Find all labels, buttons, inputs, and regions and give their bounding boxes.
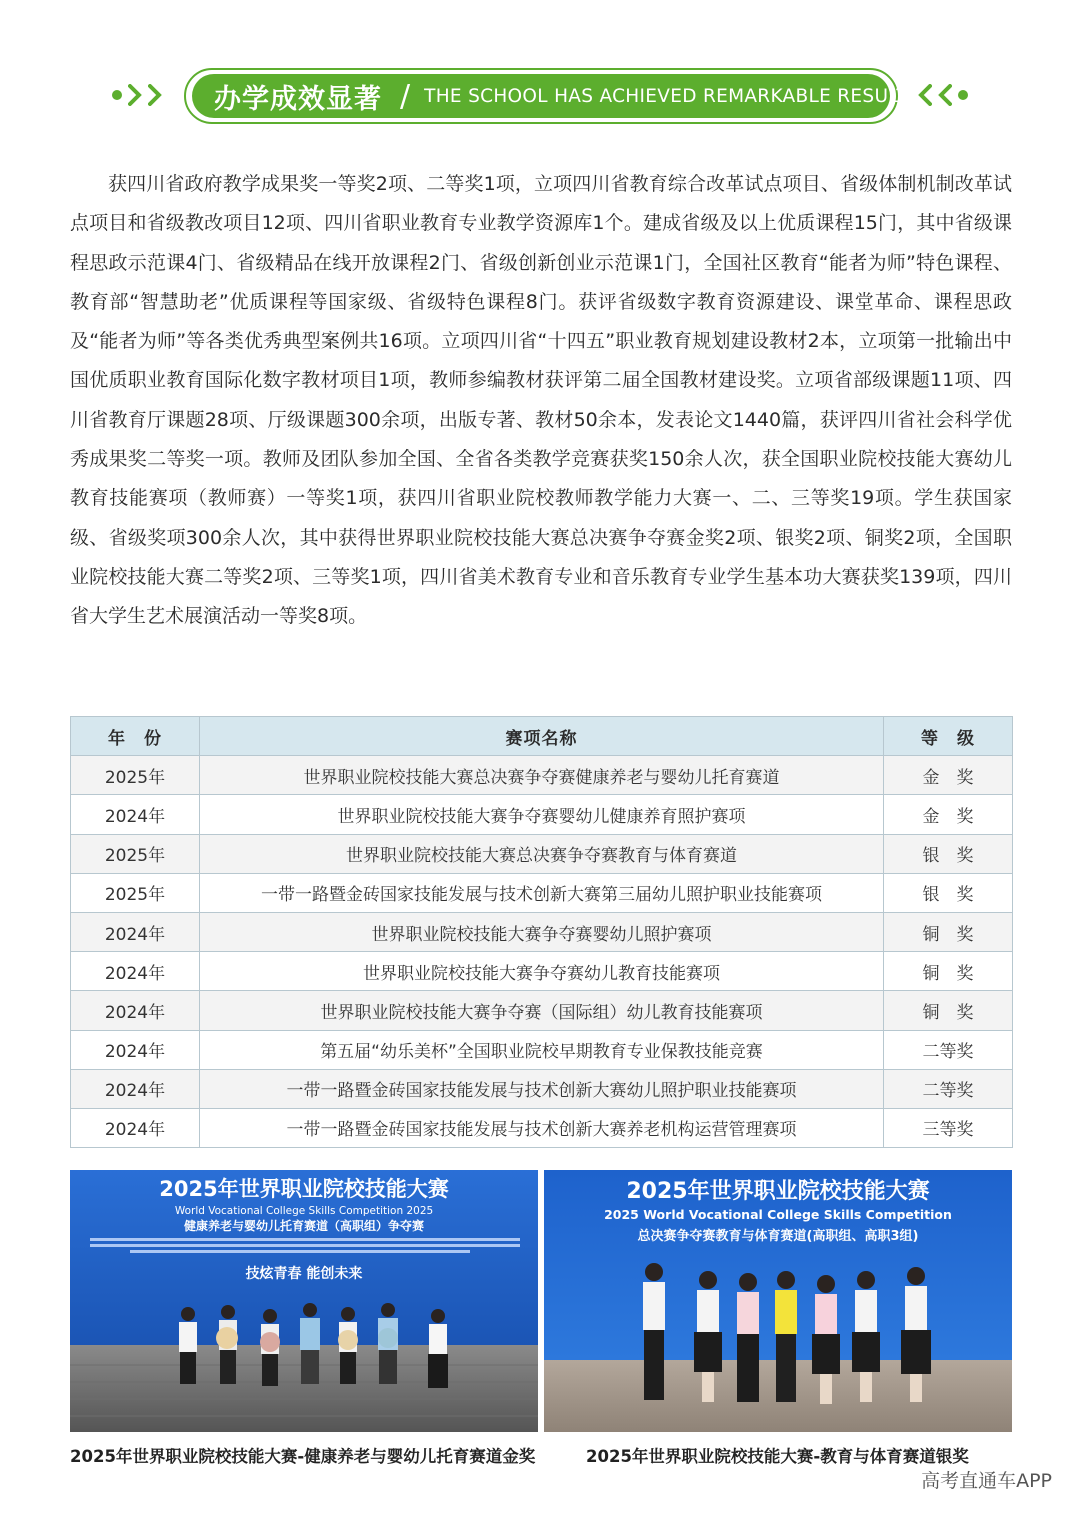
section-subtitle: THE SCHOOL HAS ACHIEVED REMARKABLE RESULTS [424, 85, 921, 107]
table-row [71, 912, 1013, 951]
title-banner [184, 68, 921, 124]
chevron-right-icon [148, 84, 162, 106]
cell-year: 2024年 [71, 912, 200, 951]
table-row [71, 756, 1013, 795]
cell-year: 2024年 [71, 1030, 200, 1069]
awards-table [70, 716, 1013, 1148]
cell-level: 金 奖 [884, 795, 1013, 834]
cell-year: 2025年 [71, 873, 200, 912]
photo-silver-award [544, 1170, 1012, 1432]
watermark: 高考直通车APP [921, 1470, 1052, 1492]
chevron-left-icon [938, 84, 952, 106]
table-row [71, 1030, 1013, 1069]
cell-year: 2024年 [71, 952, 200, 991]
photo-banner-title: 2025年世界职业院校技能大赛 [626, 1179, 930, 1204]
photo-banner-subtitle: 总决赛争夺赛教育与体育赛道(高职组、高职3组) [637, 1229, 919, 1244]
cell-year: 2024年 [71, 991, 200, 1030]
divider-slash: / [400, 78, 411, 114]
header-name: 赛项名称 [200, 717, 884, 756]
photo-banner-subtitle: 健康养老与婴幼儿托育赛道（高职组）争夺赛 [183, 1219, 425, 1233]
photo-caption-silver: 2025年世界职业院校技能大赛-教育与体育赛道银奖 [586, 1447, 969, 1466]
cell-name: 一带一路暨金砖国家技能发展与技术创新大赛第三届幼儿照护职业技能赛项 [200, 873, 884, 912]
cell-level: 二等奖 [884, 1030, 1013, 1069]
cell-level: 铜 奖 [884, 991, 1013, 1030]
cell-year: 2025年 [71, 834, 200, 873]
table-row [71, 1069, 1013, 1108]
cell-year: 2024年 [71, 1069, 200, 1108]
cell-name: 世界职业院校技能大赛总决赛争夺赛教育与体育赛道 [200, 834, 884, 873]
cell-level: 铜 奖 [884, 952, 1013, 991]
cell-name: 一带一路暨金砖国家技能发展与技术创新大赛幼儿照护职业技能赛项 [200, 1069, 884, 1108]
cell-name: 第五届“幼乐美杯”全国职业院校早期教育专业保教技能竞赛 [200, 1030, 884, 1069]
chevron-right-icon [128, 84, 142, 106]
photo-banner-title: 2025年世界职业院校技能大赛 [159, 1177, 449, 1201]
cell-year: 2024年 [71, 795, 200, 834]
photo-caption-gold: 2025年世界职业院校技能大赛-健康养老与婴幼儿托育赛道金奖 [70, 1447, 536, 1466]
cell-level: 二等奖 [884, 1069, 1013, 1108]
photo-banner-slogan: 技炫青春 能创未来 [245, 1266, 363, 1282]
header-level: 等 级 [884, 717, 1013, 756]
table-row [71, 991, 1013, 1030]
table-row [71, 834, 1013, 873]
table-row [71, 952, 1013, 991]
cell-name: 世界职业院校技能大赛总决赛争夺赛健康养老与婴幼儿托育赛道 [200, 756, 884, 795]
right-chevron-decoration [918, 84, 968, 106]
section-title: 办学成效显著 [214, 83, 382, 115]
dot-icon [112, 90, 122, 100]
section-header [112, 62, 968, 128]
chevron-left-icon [918, 84, 932, 106]
cell-name: 一带一路暨金砖国家技能发展与技术创新大赛养老机构运营管理赛项 [200, 1108, 884, 1147]
cell-level: 三等奖 [884, 1108, 1013, 1147]
photo-gold-award [70, 1170, 538, 1432]
cell-year: 2025年 [71, 756, 200, 795]
photo-banner-english: 2025 World Vocational College Skills Competition [604, 1207, 952, 1222]
table-row [71, 795, 1013, 834]
table-row [71, 873, 1013, 912]
cell-name: 世界职业院校技能大赛争夺赛婴幼儿健康养育照护赛项 [200, 795, 884, 834]
achievements-paragraph: 获四川省政府教学成果奖一等奖2项、二等奖1项，立项四川省教育综合改革试点项目、省级体制机制改革试点项目和省级教改项目12项、四川省职业教育专业教学资源库1个。建成省级及以上优质课程15门，其中省级课程思政示范课4门、省级精品在线开放课程2门、省级创新创业示范课1门，全国社区教育“能者为师”特色课程、教育部“智慧助老”优质课程等国家级、省级特色课程8门。获评省级数字教育资源建设、课堂革命、课程思政及“能者为师”等各类优秀典型案例共16项。立项四川省“十四五”职业教育规划建设教材2本，立项第一批输出中国优质职业教育国际化数字教材项目1项，教师参编教材获评第二届全国教材建设奖。立项省部级课题11项、四川省教育厅课题28项、厅级课题300余项，出版专著、教材50余本，发表论文1440篇，获评四川省社会科学优秀成果奖二等奖一项。教师及团队参加全国、全省各类教学竞赛获奖150余人次，获全国职业院校技能大赛幼儿教育技能赛项（教师赛）一等奖1项，获四川省职业院校教师教学能力大赛一、二、三等奖19项。学生获国家级、省级奖项300余人次，其中获得世界职业院校技能大赛总决赛争夺赛金奖2项、银奖2项、铜奖2项，全国职业院校技能大赛二等奖2项、三等奖1项，四川省美术教育专业和音乐教育专业学生基本功大赛获奖139项，四川省大学生艺术展演活动一等奖8项。 [70, 173, 1012, 628]
cell-year: 2024年 [71, 1108, 200, 1147]
cell-level: 金 奖 [884, 756, 1013, 795]
header-year: 年 份 [71, 717, 200, 756]
dot-icon [958, 90, 968, 100]
cell-name: 世界职业院校技能大赛争夺赛（国际组）幼儿教育技能赛项 [200, 991, 884, 1030]
cell-name: 世界职业院校技能大赛争夺赛幼儿教育技能赛项 [200, 952, 884, 991]
cell-level: 银 奖 [884, 834, 1013, 873]
cell-level: 银 奖 [884, 873, 1013, 912]
photo-banner-english: World Vocational College Skills Competition 2025 [174, 1205, 434, 1217]
table-header-row [71, 717, 1013, 756]
cell-name: 世界职业院校技能大赛争夺赛婴幼儿照护赛项 [200, 912, 884, 951]
left-chevron-decoration [112, 84, 162, 106]
table-row [71, 1108, 1013, 1147]
cell-level: 铜 奖 [884, 912, 1013, 951]
